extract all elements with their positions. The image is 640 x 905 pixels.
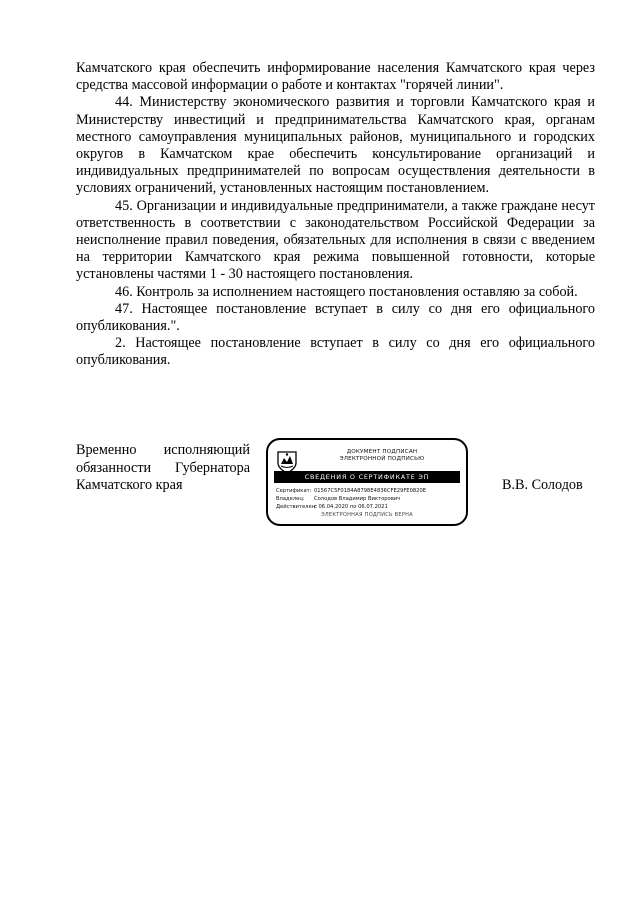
electronic-signature-stamp	[266, 438, 468, 526]
owner-label: Владелец:	[276, 496, 305, 502]
paragraph-44: 44. Министерству экономического развития и торговли Камчатского края и Министерству инвестиций и предпринимательства Камчатского края, органам местного самоуправления муниципальных районов, муниципального и городских округов в Камчатском крае обеспечить консультирование организаций и индивидуальных предпринимателей по вопросам осуществления деятельности в условиях ограничений, установленных настоящим постановлением.	[76, 94, 595, 197]
stamp-header	[302, 449, 462, 463]
signer-title-line: Временно исполняющий	[76, 442, 250, 458]
certificate-label: Сертификат:	[276, 488, 312, 494]
stamp-header-line: ДОКУМЕНТ ПОДПИСАН	[346, 449, 418, 455]
certificate-value: 01567C5F0184A8798E4836CFE29FE0820E	[314, 488, 427, 494]
signer-name: В.В. Солодов	[502, 477, 583, 493]
paragraph-2: 2. Настоящее постановление вступает в силу со дня его официального опубликования.	[76, 335, 595, 369]
paragraph-47: 47. Настоящее постановление вступает в силу со дня его официального опубликования.".	[76, 300, 595, 335]
validity-value: с 06.04.2020 по 06.07.2021	[314, 504, 388, 510]
stamp-bar: СВЕДЕНИЯ О СЕРТИФИКАТЕ ЭП	[274, 471, 460, 483]
document-body	[76, 60, 595, 370]
validity-row	[276, 503, 462, 511]
validity-label: Действителен:	[276, 504, 317, 510]
paragraph-45: 45. Организации и индивидуальные предприниматели, а также граждане несут ответственность в соответствии с законодательством Российской Федерации за неисполнение правил поведения, обязательных для исполнения в связи с введением на территории Камчатского края режима повышенной готовности, которые установлены частями 1 - 30 настоящего постановления.	[76, 197, 595, 283]
signer-title	[76, 442, 250, 495]
signer-title-line: Камчатского края	[76, 477, 183, 493]
owner-row	[276, 495, 462, 503]
stamp-header-line: ЭЛЕКТРОННОЙ ПОДПИСЬЮ	[339, 456, 425, 462]
certificate-row	[276, 487, 462, 495]
paragraph-continuation: Камчатского края обеспечить информирование населения Камчатского края через средства массовой информации о работе и контактах "горячей линии".	[76, 60, 595, 94]
paragraph-46: 46. Контроль за исполнением настоящего постановления оставляю за собой.	[115, 283, 578, 300]
stamp-footer: ЭЛЕКТРОННАЯ ПОДПИСЬ ВЕРНА	[321, 512, 413, 518]
signer-title-line: обязанности Губернатора	[76, 459, 250, 476]
stamp-details	[276, 487, 462, 511]
owner-value: Солодов Владимир Викторович	[314, 496, 401, 502]
